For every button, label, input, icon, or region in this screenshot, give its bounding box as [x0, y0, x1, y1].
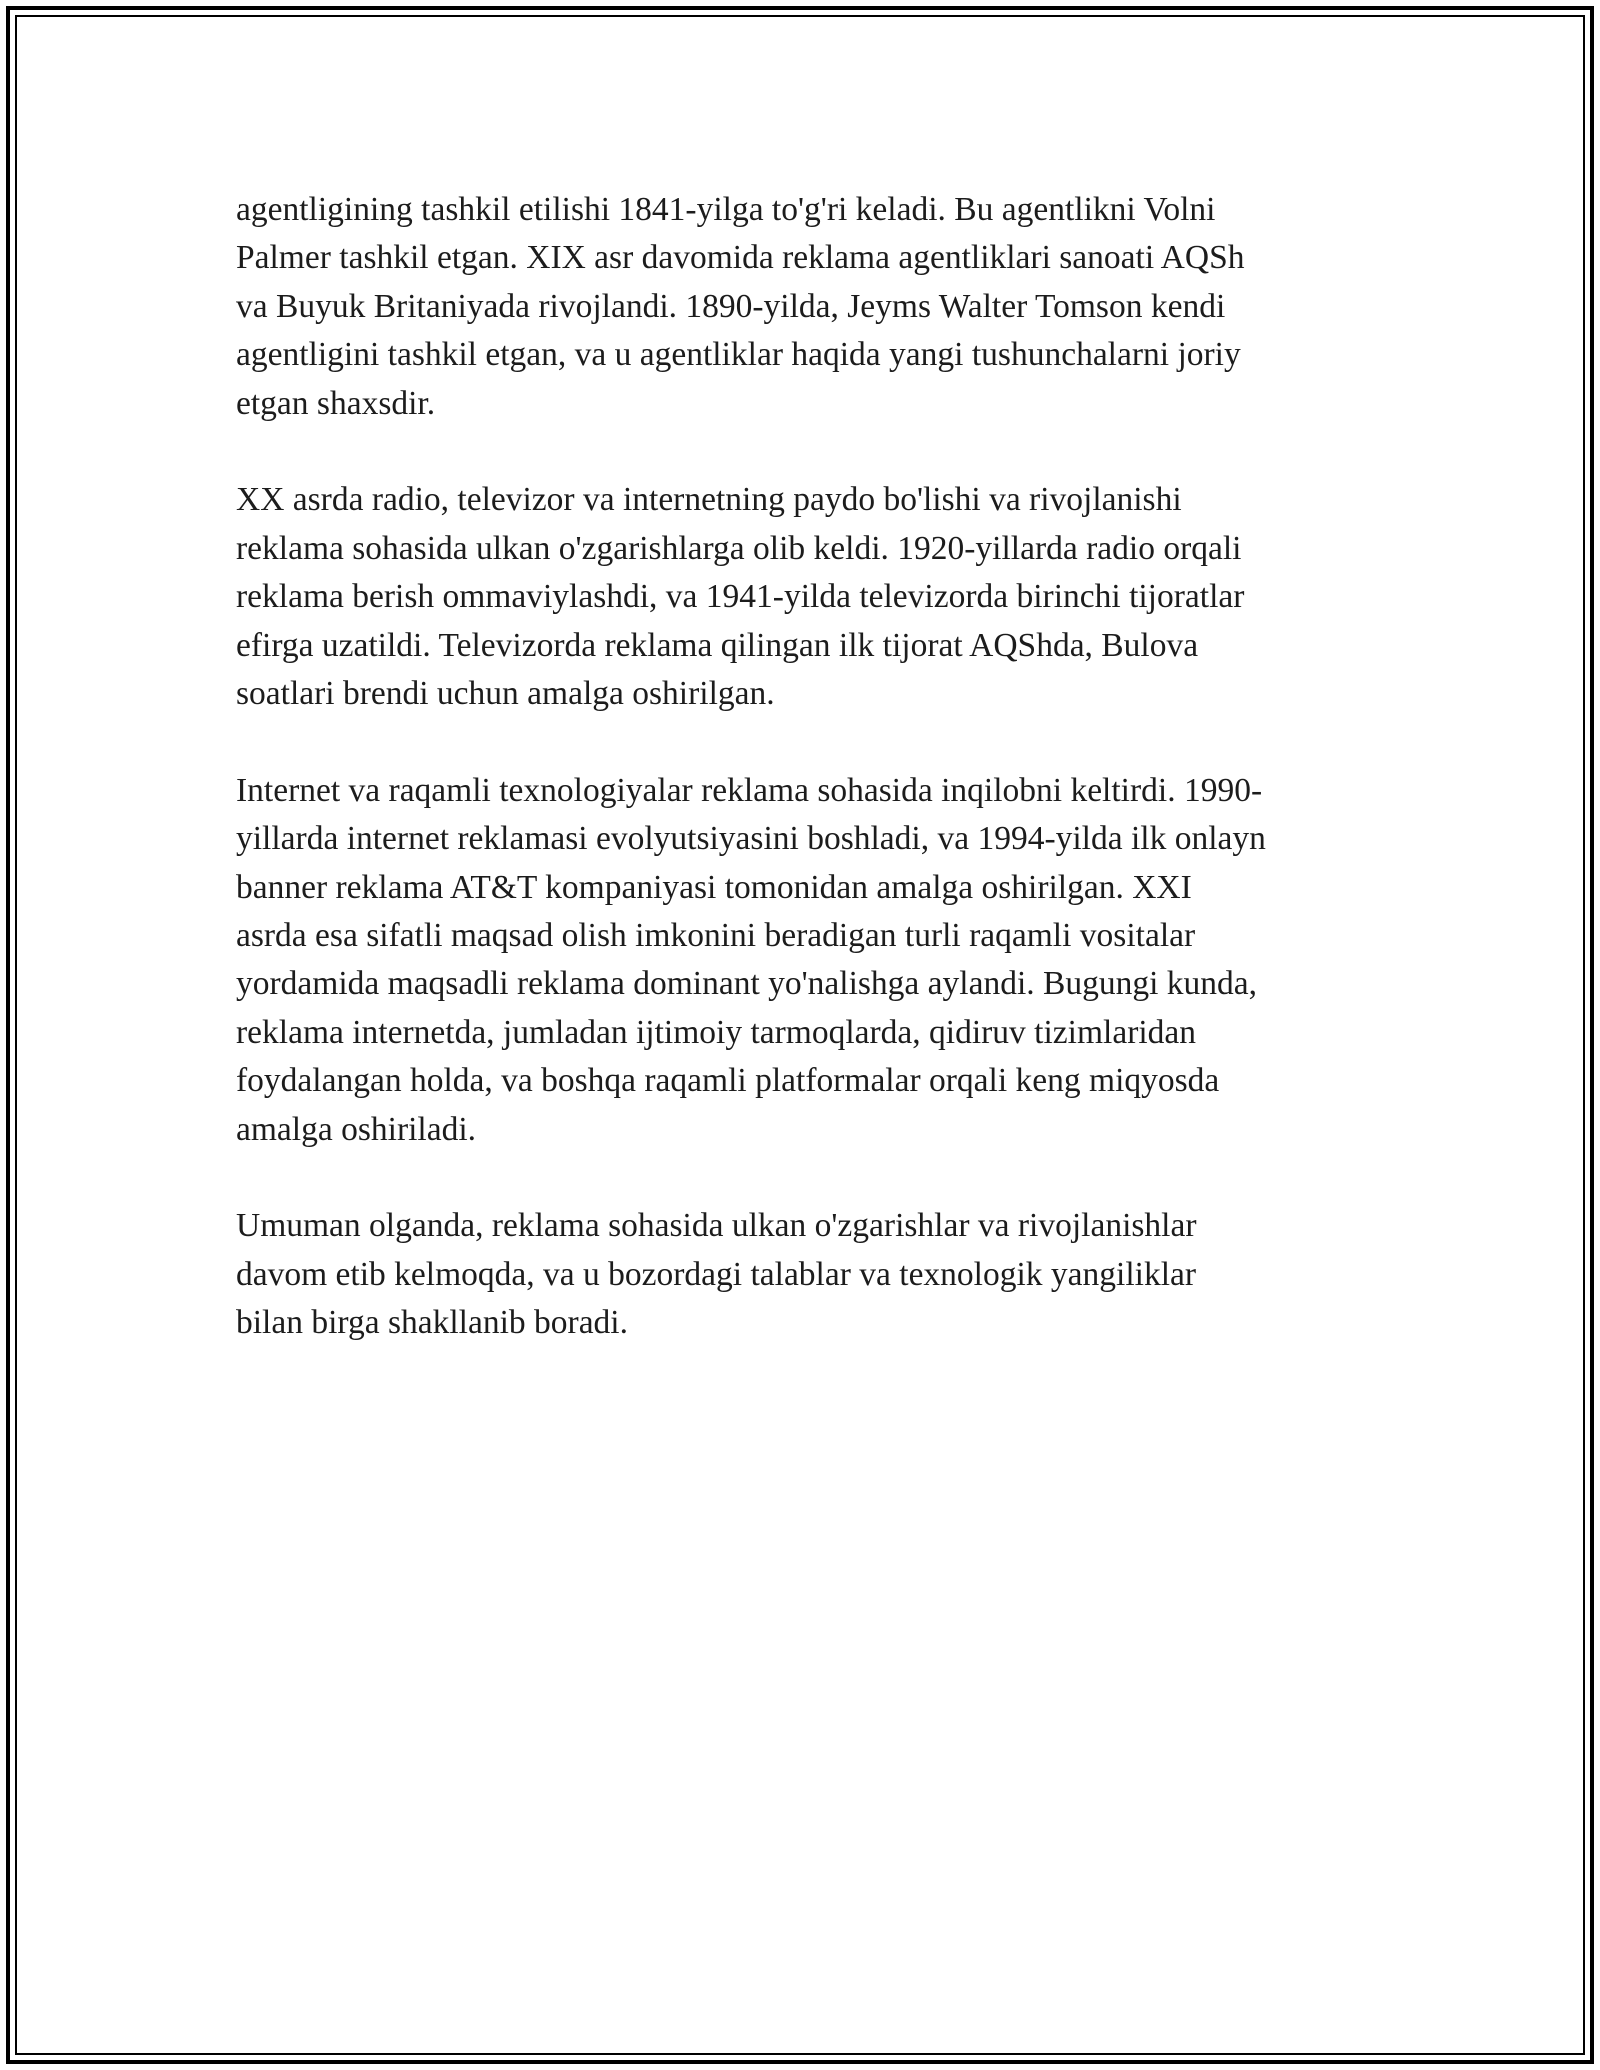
- text-line: reklama sohasida ulkan o'zgarishlarga olib keldi. 1920-yillarda radio orqali: [236, 529, 1242, 567]
- text-line: Internet va raqamli texnologiyalar reklama sohasida inqilobni keltirdi. 1990-: [236, 771, 1263, 809]
- text-line: Palmer tashkil etgan. XIX asr davomida reklama agentliklari sanoati AQSh: [236, 239, 1245, 277]
- text-line: yordamida maqsadli reklama dominant yo'nalishga aylandi. Bugungi kunda,: [236, 965, 1258, 1003]
- paragraph-1: [236, 186, 1386, 428]
- text-line: Umuman olganda, reklama sohasida ulkan o'zgarishlar va rivojlanishlar: [236, 1207, 1197, 1245]
- text-line: efirga uzatildi. Televizorda reklama qilingan ilk tijorat AQShda, Bulova: [236, 626, 1199, 664]
- text-line: yillarda internet reklamasi evolyutsiyasini boshladi, va 1994-yilda ilk onlayn: [236, 820, 1266, 858]
- text-line: amalga oshiriladi.: [236, 1110, 477, 1148]
- paragraph-3: [236, 767, 1386, 1154]
- text-line: agentligining tashkil etilishi 1841-yilga to'g'ri keladi. Bu agentlikni Volni: [236, 191, 1216, 228]
- paragraph-2: [236, 476, 1386, 718]
- text-line: asrda esa sifatli maqsad olish imkonini beradigan turli raqamli vositalar: [236, 917, 1196, 955]
- text-line: etgan shaxsdir.: [236, 384, 436, 422]
- text-line: va Buyuk Britaniyada rivojlandi. 1890-yilda, Jeyms Walter Tomson kendi: [236, 287, 1226, 325]
- text-line: reklama berish ommaviylashdi, va 1941-yilda televizorda birinchi tijoratlar: [236, 578, 1245, 616]
- paragraph-4: [236, 1202, 1386, 1347]
- text-line: davom etib kelmoqda, va u bozordagi talablar va texnologik yangiliklar: [236, 1255, 1197, 1293]
- text-line: bilan birga shakllanib boradi.: [236, 1304, 628, 1342]
- text-line: banner reklama AT&T kompaniyasi tomonidan amalga oshirilgan. XXI: [236, 868, 1192, 906]
- text-line: soatlari brendi uchun amalga oshirilgan.: [236, 675, 775, 713]
- text-line: agentligini tashkil etgan, va u agentliklar haqida yangi tushunchalarni joriy: [236, 336, 1241, 374]
- text-line: foydalangan holda, va boshqa raqamli platformalar orqali keng miqyosda: [236, 1062, 1220, 1100]
- text-line: XX asrda radio, televizor va internetning paydo bo'lishi va rivojlanishi: [236, 481, 1182, 519]
- document-body: [236, 186, 1386, 1396]
- text-line: reklama internetda, jumladan ijtimoiy tarmoqlarda, qidiruv tizimlaridan: [236, 1013, 1197, 1051]
